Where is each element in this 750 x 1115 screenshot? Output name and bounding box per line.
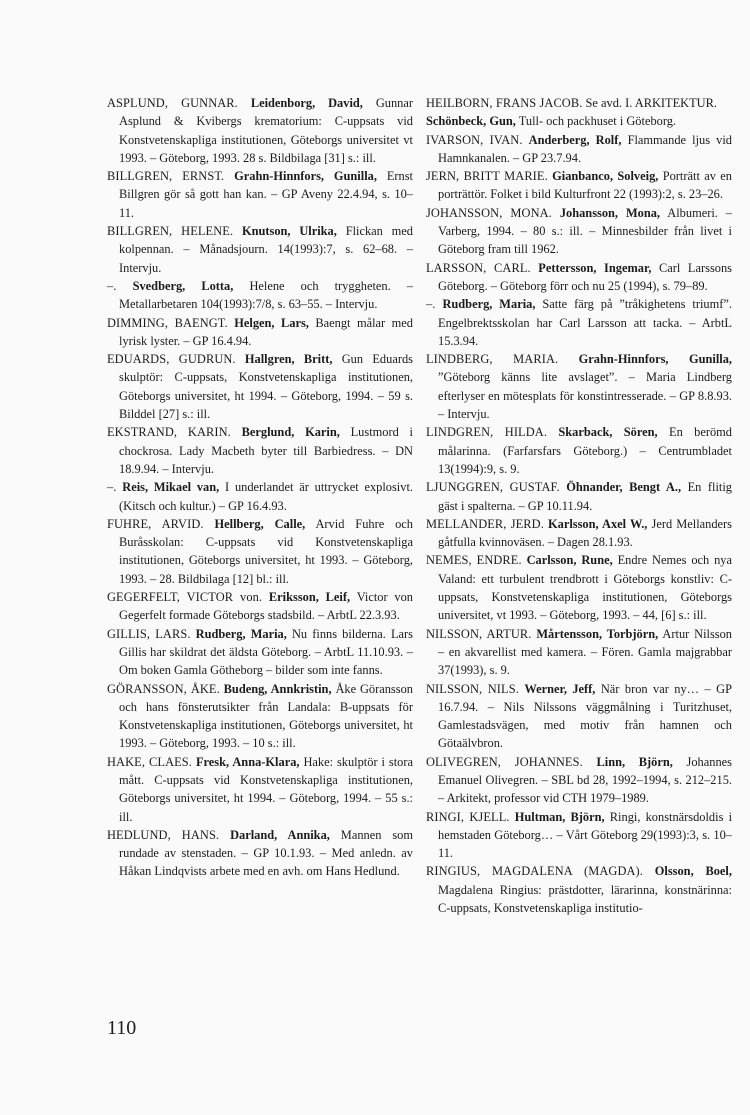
entry-subject: GEGERFELT, VICTOR von. (107, 590, 263, 605)
entry-text: Satte färg på ”tråkighetens triumf”. Engelbrektsskolan har Carl Larsson att tacka. – ArbtL 15.3.94. (438, 297, 732, 348)
entry-author: Reis, Mikael van, (122, 480, 220, 495)
bibliography-entry (426, 423, 732, 478)
entry-subject: JOHANSSON, MONA. (426, 205, 552, 220)
entry-author: Leidenborg, David, (250, 96, 363, 110)
entry-author: Eriksson, Leif, (268, 590, 351, 605)
bibliography-entry (107, 625, 413, 680)
bibliography-entry (426, 204, 732, 259)
bibliography-entry (107, 314, 413, 351)
entry-subject: NILSSON, ARTUR. (426, 626, 532, 641)
entry-author: Berglund, Karin, (241, 425, 340, 440)
entry-author: Anderberg, Rolf, (528, 132, 622, 147)
entry-subject: MELLANDER, JERD. (426, 516, 544, 531)
entry-text: Endre Nemes och nya Valand: ett turbulent trendbrott i Göteborgs konstliv: C-uppsats, Konstvetenskapliga institutionen, Göteborgs universitet, vt 1993. – Göteborg, 1993. – 44, [6] s.: ill. (438, 553, 732, 623)
bibliography-entry (426, 259, 732, 296)
entry-subject: NILSSON, NILS. (426, 681, 519, 696)
entry-author: Svedberg, Lotta, (132, 278, 234, 293)
bibliography-entry (426, 551, 732, 624)
bibliography-entry (107, 423, 413, 478)
entry-subject: –. (426, 297, 436, 312)
entry-text: En flitig gäst i spalterna. – GP 10.11.94. (438, 480, 732, 513)
entry-author: Rudberg, Maria, (195, 626, 287, 641)
entry-author: Carlsson, Rune, (526, 553, 613, 568)
entry-subject: RINGI, KJELL. (426, 809, 510, 824)
entry-text: Baengt målar med lyrisk lyster. – GP 16.4.94. (119, 315, 413, 348)
bibliography-entry (107, 478, 413, 515)
entry-subject: JERN, BRITT MARIE. (426, 169, 548, 184)
bibliography-entry (426, 680, 732, 753)
entry-subject: EDUARDS, GUDRUN. (107, 352, 236, 367)
entry-subject: –. (107, 480, 117, 495)
entry-text: Ringi, konstnärsdoldis i hemstaden Göteborg… – Vårt Göteborg 29(1993):3, s. 10–11. (438, 809, 733, 861)
entry-subject: GÖRANSSON, ÅKE. (107, 681, 220, 696)
entry-subject: LJUNGGREN, GUSTAF. (426, 480, 560, 495)
entry-text: Magdalena Ringius: prästdotter, lärarinna, konstnärinna: C-uppsats, Konstvetenskapliga institutio- (438, 882, 732, 916)
entry-subject: EKSTRAND, KARIN. (107, 425, 231, 440)
entry-subject: ASPLUND, GUNNAR. (107, 96, 238, 110)
entry-text: När bron var ny… – GP 16.7.94. – Nils Nilssons väggmålning i Turitzhuset, Gamlestadsvägen, med motiv från hamnen och Götaälvbron. (438, 681, 732, 751)
bibliography-entry (107, 277, 413, 314)
entry-author: Helgen, Lars, (234, 315, 309, 330)
entry-subject: HEDLUND, HANS. (107, 827, 220, 842)
entry-author: Darland, Annika, (230, 827, 330, 842)
entry-text: I underlandet är uttrycket explosivt. (Kitsch och kultur.) – GP 16.4.93. (119, 480, 413, 513)
entry-text: Åke Göransson och hans fönsterutsikter från Landala: B-uppsats för Konstvetenskapliga institutionen, Göteborgs universitet, ht 1993. – Göteborg, 1993. – 10 s.: ill. (119, 681, 413, 751)
entry-text: Victor von Gegerfelt formade Göteborgs stadsbild. – ArbtL 22.3.93. (119, 590, 413, 623)
entry-text: Arvid Fuhre och Buråsskolan: C-uppsats vid Konstvetenskapliga institutionen, Göteborgs universitet, ht 1993. – Göteborg, 1993. – 28. Bildbilaga [12] bl.: ill. (119, 516, 413, 586)
bibliography-entry (107, 680, 413, 753)
entry-author: Rudberg, Maria, (442, 297, 536, 312)
entry-text: Artur Nilsson – en akvarellist med kamera. – Fören. Gamla majgrabbar 37(1993), s. 9. (438, 626, 732, 678)
entry-subject: HEILBORN, FRANS JACOB. (426, 96, 583, 110)
entry-text: Porträtt av en porträttör. Folket i bild Kulturfront 22 (1993):2, s. 23–26. (438, 169, 732, 202)
bibliography-entry (107, 515, 413, 588)
entry-text: Tull- och packhuset i Göteborg. (518, 114, 677, 129)
entry-author: Fresk, Anna-Klara, (195, 754, 300, 769)
entry-text: Gun Eduards skulptör: C-uppsats, Konstvetenskapliga institutionen, Göteborgs universitet, ht 1994. – Göteborg, 1994. – 59 s. Bilddel [27] s.: ill. (119, 352, 413, 422)
entry-text: Gunnar Asplund & Kvibergs krematorium: C-uppsats vid Konstvetenskapliga institutionen, Göteborgs universitet vt 1993. – Göteborg, 1993. 28 s. Bildbilaga [31] s.: ill. (119, 96, 413, 165)
bibliography-entry (426, 515, 732, 552)
entry-subject: DIMMING, BAENGT. (107, 315, 228, 330)
entry-subject: FUHRE, ARVID. (107, 516, 204, 531)
entry-subject: LINDGREN, HILDA. (426, 425, 548, 440)
bibliography-entry (426, 350, 732, 423)
right-column (426, 94, 732, 917)
bibliography-entry (426, 112, 732, 130)
entry-text: Hake: skulptör i stora mått. C-uppsats vid Konstvetenskapliga institutionen, Göteborgs universitet, ht 1994. – Göteborg, 1994. – 55 s.: ill. (119, 754, 413, 824)
entry-text: Lustmord i chockrosa. Lady Macbeth byter till Barbiedress. – DN 18.9.94. – Intervju. (119, 425, 413, 476)
entry-text: ”Göteborg känns lite avslaget”. – Maria Lindberg efterlyser en mötesplats för konstintresserade. – GP 8.8.93. – Intervju. (438, 370, 732, 422)
entry-author: Knutson, Ulrika, (241, 224, 337, 239)
entry-author: Grahn-Hinnfors, Gunilla, (234, 169, 377, 184)
entry-author: Gianbanco, Solveig, (552, 169, 659, 184)
entry-subject: LINDBERG, MARIA. (426, 352, 559, 367)
bibliography-entry (426, 94, 732, 112)
entry-text: Ernst Billgren gör så gott han kan. – GP Aveny 22.4.94, s. 10–11. (119, 169, 413, 220)
bibliography-entry (107, 588, 413, 625)
entry-author: Olsson, Boel, (654, 864, 732, 879)
entry-subject: BILLGREN, HELENE. (107, 224, 234, 239)
entry-author: Grahn-Hinnfors, Gunilla, (578, 352, 732, 367)
page-number: 110 (107, 1017, 137, 1039)
entry-text: Albumeri. – Varberg, 1994. – 80 s.: ill. – Minnesbilder från livet i Göteborg fram till 1962. (438, 205, 732, 257)
entry-author: Hellberg, Calle, (214, 516, 306, 531)
entry-text: Se avd. I. ARKITEKTUR. (585, 96, 717, 110)
entry-author: Öhnander, Bengt A., (566, 480, 682, 495)
bibliography-entry (426, 167, 732, 204)
bibliography-entry (107, 826, 413, 881)
entry-subject: –. (107, 278, 117, 293)
entry-author: Skarback, Sören, (558, 425, 658, 440)
entry-author: Werner, Jeff, (524, 681, 596, 696)
entry-text: Jerd Mellanders gåtfulla kvinnoväsen. – Dagen 28.1.93. (438, 516, 732, 550)
entry-author: Mårtensson, Torbjörn, (536, 626, 659, 641)
entry-subject: GILLIS, LARS. (107, 626, 191, 641)
entry-author: Johansson, Mona, (559, 205, 661, 220)
entry-author: Schönbeck, Gun, (426, 114, 516, 129)
entry-author: Budeng, Annkristin, (223, 681, 332, 696)
entry-subject: HAKE, CLAES. (107, 754, 192, 769)
entry-author: Pettersson, Ingemar, (538, 260, 652, 275)
entry-subject: LARSSON, CARL. (426, 260, 531, 275)
entry-subject: OLIVEGREN, JOHANNES. (426, 754, 583, 769)
entry-author: Hultman, Björn, (514, 809, 605, 824)
bibliography-entry (107, 222, 413, 277)
bibliography-entry (426, 753, 732, 808)
entry-subject: RINGIUS, MAGDALENA (MAGDA). (426, 864, 643, 879)
bibliography-entry (426, 862, 732, 917)
entry-author: Hallgren, Britt, (244, 352, 333, 367)
entry-text: Nu finns bilderna. Lars Gillis har skildrat det äldsta Göteborg. – ArbtL 11.10.93. – Om boken Gamla Götheborg – bilder som inte fanns. (119, 626, 413, 678)
bibliography-entry (426, 478, 732, 515)
entry-text: Mannen som rundade av stenstaden. – GP 10.1.93. – Med anledn. av Håkan Lindqvists arbete med en avh. om Hans Hedlund. (119, 827, 413, 879)
entry-text: Johannes Emanuel Olivegren. – SBL bd 28, 1992–1994, s. 212–215. – Arkitekt, professor vid CTH 1979–1989. (438, 754, 732, 806)
bibliography-entry (107, 753, 413, 826)
bibliography-entry (107, 94, 413, 167)
entry-subject: IVARSON, IVAN. (426, 132, 523, 147)
entry-text: Helene och tryggheten. – Metallarbetaren 104(1993):7/8, s. 63–55. – Intervju. (119, 278, 413, 312)
entry-subject: NEMES, ENDRE. (426, 553, 522, 568)
entry-text: Flammande ljus vid Hamnkanalen. – GP 23.7.94. (438, 132, 732, 165)
entry-subject: BILLGREN, ERNST. (107, 169, 225, 184)
entry-text: En berömd målarinna. (Farfarsfars Göteborg.) – Centrumbladet 13(1994):9, s. 9. (438, 425, 732, 476)
bibliography-entry (426, 295, 732, 350)
bibliography-entry (107, 350, 413, 423)
entry-text: Carl Larssons Göteborg. – Göteborg förr och nu 25 (1994), s. 79–89. (438, 260, 732, 293)
bibliography-entry (426, 625, 732, 680)
entry-author: Karlsson, Axel W., (547, 516, 648, 531)
bibliography-entry (426, 131, 732, 168)
entry-author: Linn, Björn, (596, 754, 673, 769)
entry-text: Flickan med kolpennan. – Månadsjourn. 14(1993):7, s. 62–68. – Intervju. (119, 224, 413, 275)
bibliography-entry (426, 808, 732, 863)
bibliography-entry (107, 167, 413, 222)
left-column (107, 94, 413, 881)
